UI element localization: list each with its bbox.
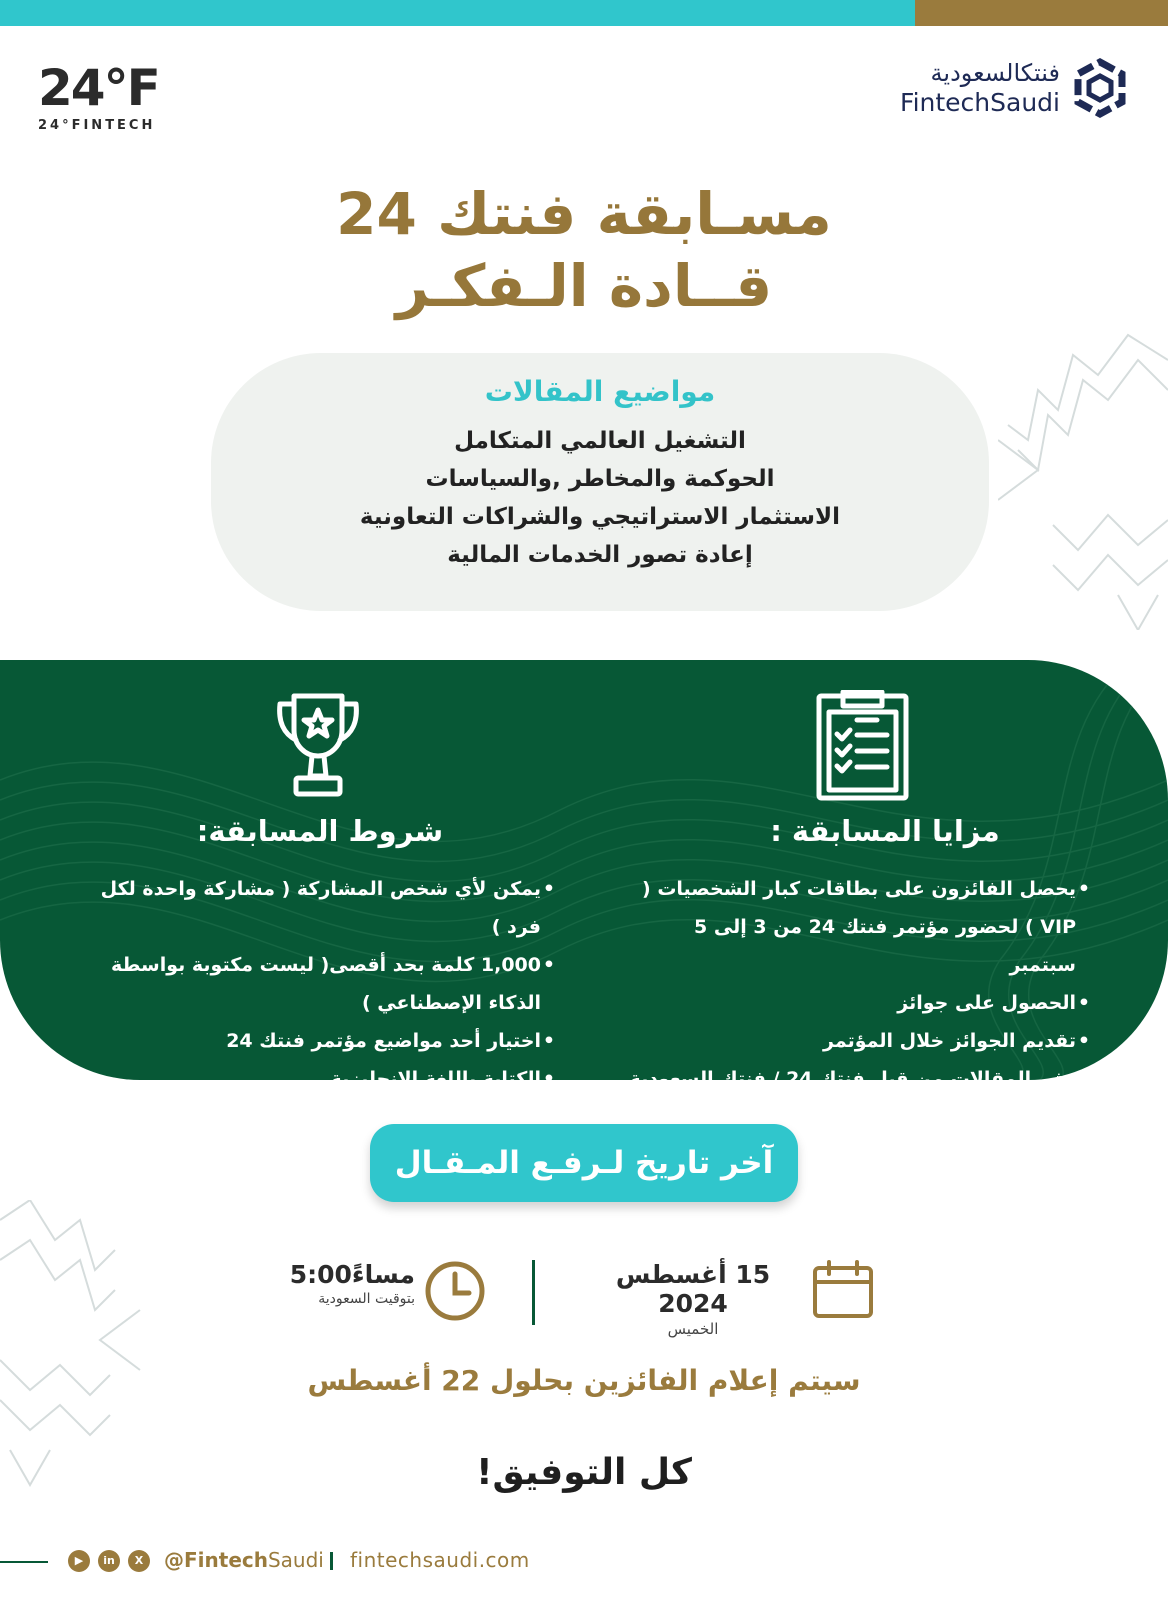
list-item: • تقديم الجوائز خلال المؤتمر [625,1022,1090,1060]
youtube-icon[interactable]: ▶ [68,1550,90,1572]
website-link[interactable]: fintechsaudi.com [350,1548,530,1572]
social-handle-rest: Saudi [267,1548,324,1572]
benefits-title: مزايا المسابقة : [770,814,1000,848]
benefits-list [625,870,1090,1098]
list-item: • الحصول على جوائز [625,984,1090,1022]
logo-fintech-saudi-arabic: فنتكالسعودية [930,59,1060,87]
calendar-icon [812,1258,874,1320]
deadline-date-value: 15 أغسطس 2024 [615,1260,771,1318]
checklist-icon [815,690,910,802]
social-handle-bold: @Fintech [164,1548,268,1572]
deadline-button[interactable]: آخر تاريخ لـرفـع المـقـال [370,1124,798,1202]
decorative-zigzag-left [0,1200,160,1490]
conditions-list [75,870,555,1098]
logo-fintech-saudi [900,58,1128,118]
winners-announcement: سيتم إعلام الفائزين بحلول 22 أغسطس [307,1364,861,1397]
logo-24f-text: 24°FINTECH [38,118,156,133]
top-bar-teal [0,0,915,26]
good-luck-message: كل التوفيق! [476,1452,692,1493]
topic-item: إعادة تصور الخدمات المالية [447,542,753,568]
article-topics-panel [211,353,989,611]
deadline-timezone: بتوقيت السعودية [318,1291,415,1307]
x-icon[interactable]: X [128,1550,150,1572]
logo-24-fintech [38,60,159,133]
footer [0,1546,1168,1578]
date-time-divider [532,1260,535,1325]
clock-icon [424,1260,486,1322]
footer-separator [330,1552,333,1570]
list-item: • يحصل الفائزون على بطاقات كبار الشخصيات ( VIP ) لحضور مؤتمر فنتك 24 من 3 إلى 5 سبتمبر [625,870,1090,984]
logo-fintech-saudi-english: FintechSaudi [900,88,1060,117]
list-item: • اختيار أحد مواضيع مؤتمر فنتك 24 [75,1022,555,1060]
list-item: • الكتابة باللغة الإنجليزية [75,1060,555,1098]
list-item: • يمكن لأي شخص المشاركة ( مشاركة واحدة لكل فرد ) [75,870,555,946]
page-title-line1: مسـابقة فنتك 24 [336,180,832,248]
social-handle[interactable] [164,1548,324,1572]
deadline-day: الخميس [667,1320,719,1338]
list-item: • 1,000 كلمة بحد أقصى( ليست مكتوبة بواسطة الذكاء الإصطناعي ) [75,946,555,1022]
topic-item: التشغيل العالمي المتكامل [454,428,746,454]
topic-item: الحوكمة والمخاطر ,والسياسات [425,466,775,492]
page-title-line2: قــادة الـفكـر [395,252,773,320]
trophy-icon [270,690,366,802]
decorative-zigzag-right [998,330,1168,630]
linkedin-icon[interactable]: in [98,1550,120,1572]
list-item: • نشر المقالات من قبل فنتك 24 / فنتك السعودية [625,1060,1090,1098]
top-bar-gold [915,0,1168,26]
logo-24f-mark: 24°F [38,59,159,117]
fintech-saudi-hexagon-icon [1072,58,1128,118]
topics-heading: مواضيع المقالات [484,375,716,408]
deadline-time-value: 5:00مساءً [289,1260,415,1289]
social-links [68,1550,150,1572]
footer-line [0,1561,48,1563]
conditions-title: شروط المسابقة: [196,814,444,848]
topic-item: الاستثمار الاستراتيجي والشراكات التعاونية [359,504,841,530]
deadline-date [578,1260,808,1338]
deadline-time [260,1260,415,1307]
